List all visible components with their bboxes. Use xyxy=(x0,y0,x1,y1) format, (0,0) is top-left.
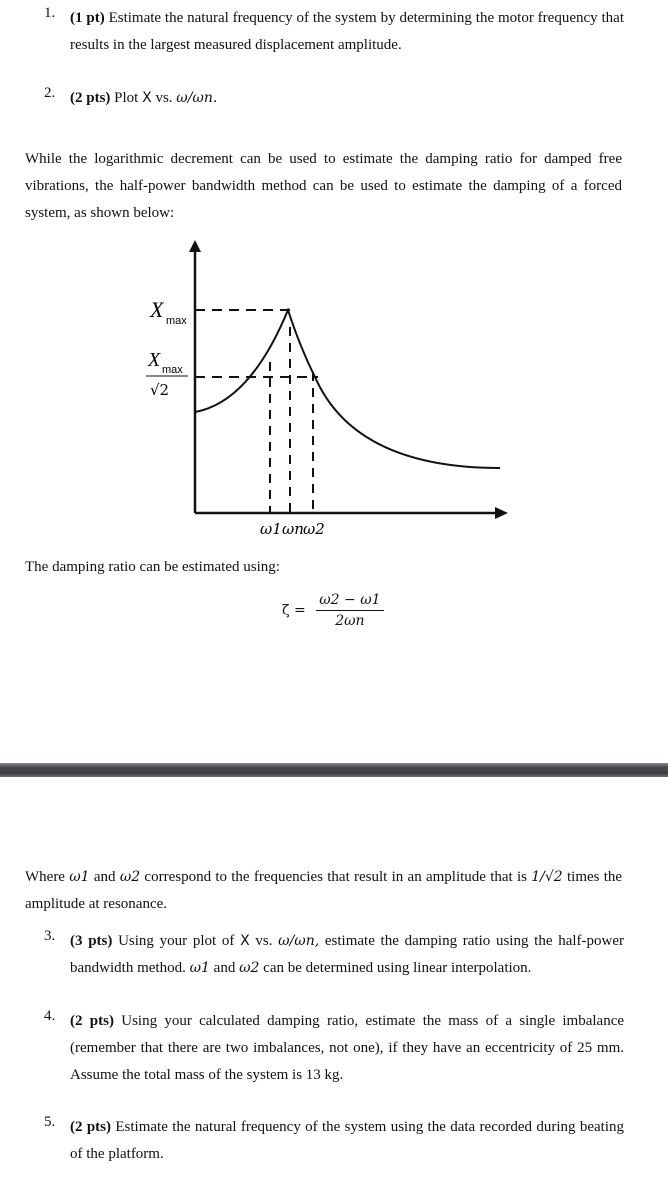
xmax-sub: max xyxy=(166,315,187,327)
where-text-a: Where xyxy=(25,869,65,885)
xmax-label: X xyxy=(150,297,164,322)
question-2-vs: vs. xyxy=(155,90,173,106)
formula-fraction xyxy=(316,592,383,629)
damping-intro: The damping ratio can be estimated using: xyxy=(25,559,280,575)
y-axis-arrow xyxy=(189,240,201,252)
where-paragraph xyxy=(25,864,622,918)
question-3-vs: vs. xyxy=(255,933,273,949)
question-5-text: Estimate the natural frequency of the system using the data recorded during beating of the platform. xyxy=(70,1119,625,1162)
question-4-text: Using your calculated damping ratio, estimate the mass of a single imbalance (remember that there are two imbalances, not one), if they have an eccentricity of 25 mm. Assume the total mass of the system is 13 kg. xyxy=(70,1013,625,1083)
question-3 xyxy=(44,928,624,982)
where-text-c: times the amplitude at resonance. xyxy=(25,869,623,912)
response-curve xyxy=(195,310,500,468)
formula-numerator: ω2 − ω1 xyxy=(316,592,383,611)
where-text-b: correspond to the frequencies that result in an amplitude that is xyxy=(144,869,527,885)
half-power-figure xyxy=(140,232,520,544)
question-3-ratio: ω/ωn, xyxy=(278,933,320,949)
question-3-and: and xyxy=(213,960,236,976)
question-3-x-symbol: X xyxy=(240,933,250,949)
intro-paragraph: While the logarithmic decrement can be used to estimate the damping ratio for damped free vibrations, the half-power bandwidth method can be used to estimate the damping of a forced system, as shown below: xyxy=(25,151,622,221)
question-3-w1: ω1 xyxy=(189,960,210,976)
wn-label: ωn xyxy=(282,520,304,538)
question-2-points: (2 pts) xyxy=(70,90,111,106)
damping-formula xyxy=(282,592,384,629)
question-3-text-a: Using your plot of xyxy=(118,933,235,949)
question-4-points: (2 pts) xyxy=(70,1013,114,1029)
where-w2: ω2 xyxy=(119,869,141,885)
question-2-text: Plot xyxy=(114,90,139,106)
formula-lhs: ζ = xyxy=(282,602,306,619)
question-2-x-symbol: X xyxy=(142,90,152,106)
page-divider xyxy=(0,763,668,777)
question-1-text: Estimate the natural frequency of the system by determining the motor frequency that results in the largest measured displacement amplitude. xyxy=(70,10,625,53)
question-1 xyxy=(44,5,624,59)
where-ratio: 1/√2 xyxy=(531,869,563,885)
where-and: and xyxy=(93,869,116,885)
question-2-ratio: ω/ωn. xyxy=(176,90,218,106)
formula-denominator: 2ωn xyxy=(335,613,365,629)
where-w1: ω1 xyxy=(69,869,90,885)
question-4-number: 4. xyxy=(44,1008,56,1024)
question-2-number: 2. xyxy=(44,85,56,101)
question-3-text-c: can be determined using linear interpolation. xyxy=(263,960,532,976)
question-1-number: 1. xyxy=(44,5,56,21)
x-axis-arrow xyxy=(495,507,508,519)
question-3-number: 3. xyxy=(44,928,56,944)
w2-label: ω2 xyxy=(303,520,325,538)
question-5 xyxy=(44,1114,624,1168)
half-power-numerator: X xyxy=(148,349,161,371)
half-power-numerator-sub: max xyxy=(162,364,183,376)
half-power-denominator: √2 xyxy=(150,381,170,399)
question-3-w2: ω2 xyxy=(239,960,260,976)
w1-label: ω1 xyxy=(260,520,282,538)
question-3-points: (3 pts) xyxy=(70,933,113,949)
question-3-text-b: estimate the damping ratio using the half-power bandwidth method. xyxy=(70,933,625,976)
question-5-points: (2 pts) xyxy=(70,1119,112,1135)
question-1-points: (1 pt) xyxy=(70,10,105,26)
question-5-number: 5. xyxy=(44,1114,56,1130)
question-4 xyxy=(44,1008,624,1089)
question-2 xyxy=(44,85,624,112)
